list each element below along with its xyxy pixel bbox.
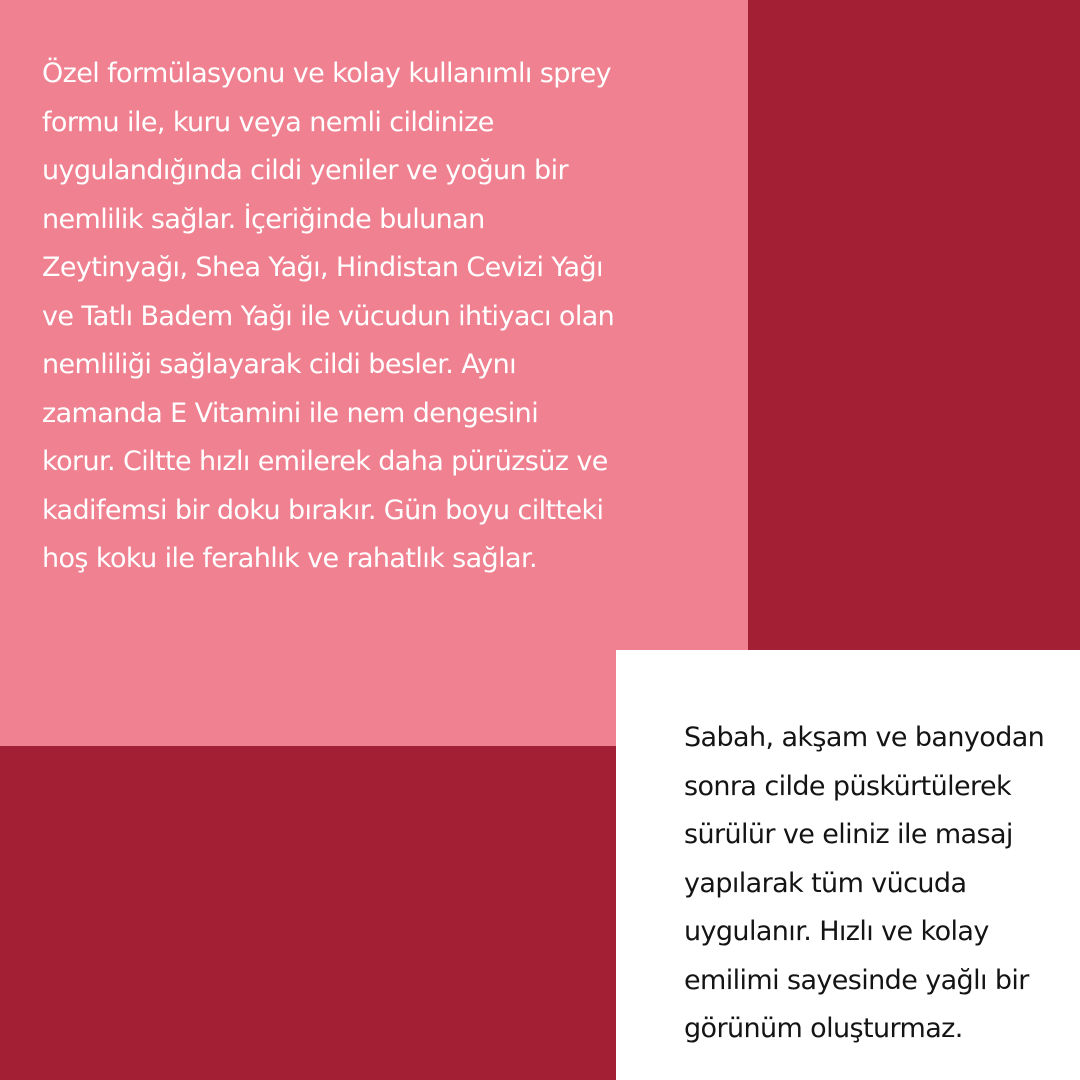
product-description-text: Özel formülasyonu ve kolay kullanımlı sprey formu ile, kuru veya nemli cildinize uygulandığında cildi yeniler ve yoğun bir nemlilik sağlar. İçeriğinde bulunan Zeytinyağı, Shea Yağı, Hindistan Cevizi Yağı ve Tatlı Badem Yağı ile vücudun ihtiyacı olan nemliliği sağlayarak cildi besler. Aynı zamanda E Vitamini ile nem dengesini korur. Ciltte hızlı emilerek daha pürüzsüz ve kadifemsi bir doku bırakır. Gün boyu ciltteki hoş koku ile ferahlık ve rahatlık sağlar.: [42, 58, 615, 574]
usage-instructions-text: Sabah, akşam ve banyodan sonra cilde püskürtülerek sürülür ve eliniz ile masaj yapılarak tüm vücuda uygulanır. Hızlı ve kolay emilimi sayesinde yağlı bir görünüm oluşturmaz.: [684, 722, 1045, 1044]
description-panel: [0, 0, 748, 746]
